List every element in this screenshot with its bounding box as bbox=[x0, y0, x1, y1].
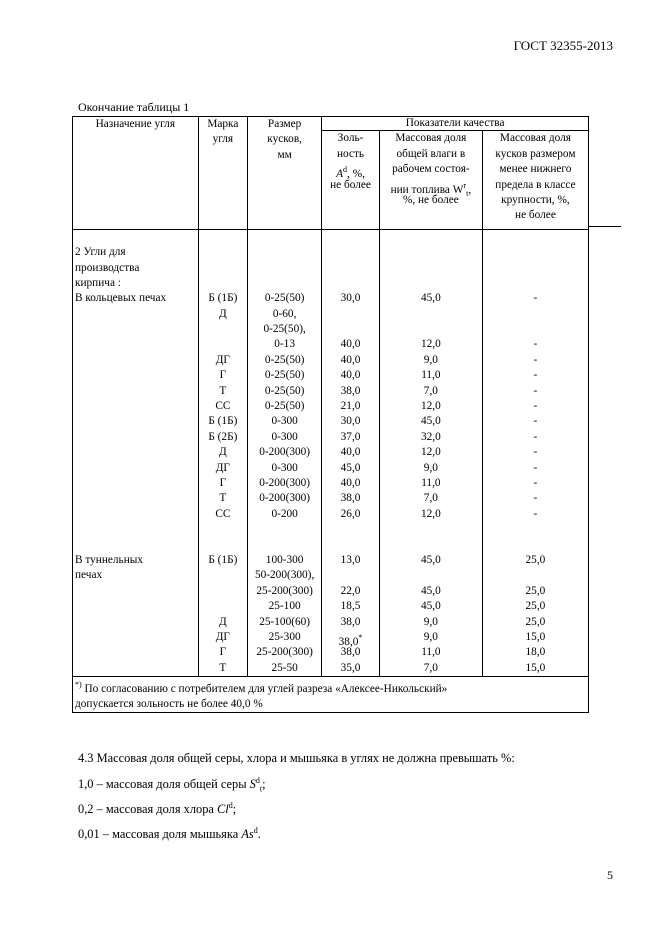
ash-cell: 38,0 bbox=[340, 646, 361, 659]
fines-cell: - bbox=[533, 338, 538, 351]
ash-cell: 13,0 bbox=[340, 553, 361, 566]
fines-cell: - bbox=[533, 400, 538, 413]
moisture-cell: 11,0 bbox=[421, 369, 441, 382]
size-cell: 25-200(300) bbox=[256, 584, 313, 597]
ash-cell: 38,0 bbox=[340, 615, 361, 628]
ash-cell: 26,0 bbox=[340, 507, 361, 520]
moisture-cell: 45,0 bbox=[420, 553, 441, 566]
ash-cell bbox=[324, 322, 377, 337]
moisture-cell: 9,0 bbox=[423, 630, 438, 643]
size-cell: 0-300 bbox=[271, 415, 298, 428]
footnote-row bbox=[73, 677, 589, 713]
size-cell: 0-60, bbox=[272, 307, 297, 320]
moisture-cell bbox=[382, 322, 480, 337]
moisture-cell: 9,0 bbox=[423, 461, 438, 474]
fines-cell: 18,0 bbox=[525, 646, 546, 659]
ash-footnote-mark: * bbox=[358, 632, 363, 642]
fines-cell: - bbox=[533, 477, 538, 489]
grade-cell: Г bbox=[219, 369, 227, 382]
fines-cell: - bbox=[533, 369, 538, 382]
ash-cell: 40,0 bbox=[340, 446, 361, 459]
size-cell: 0-200(300) bbox=[259, 492, 311, 505]
grade-cell bbox=[201, 599, 245, 614]
size-cell: 0-200(300) bbox=[259, 477, 311, 489]
fines-cell: - bbox=[533, 507, 538, 520]
ash-cell: 35,0 bbox=[340, 661, 361, 674]
fines-cell: - bbox=[533, 353, 538, 366]
grade-cell: Д bbox=[218, 307, 227, 320]
col-header-purpose: Назначение угля bbox=[73, 117, 199, 230]
footnote: *) По согласованию с потребителем для углей разреза «Алексее-Никольский» допускается зольность не более 40,0 % bbox=[73, 677, 589, 713]
size-cell: 25-100(60) bbox=[259, 615, 311, 628]
grade-cell bbox=[201, 322, 245, 337]
ash-cell: 40,0 bbox=[340, 353, 361, 366]
size-cell: 100-300 bbox=[265, 553, 304, 566]
size-cell: 25-100 bbox=[268, 600, 301, 613]
ash-cell: 30,0 bbox=[340, 415, 361, 428]
fines-cell: - bbox=[533, 384, 538, 397]
size-cell: 0-25(50) bbox=[264, 400, 305, 413]
grade-cell: ДГ bbox=[215, 461, 230, 474]
grade-cell: Б (1Б) bbox=[208, 292, 238, 305]
grade-cell: Д bbox=[218, 615, 227, 628]
col-header-size: Размер кусков, мм bbox=[248, 117, 322, 230]
fines-cell: 15,0 bbox=[525, 661, 546, 674]
size-column bbox=[248, 229, 322, 676]
moisture-cell: 9,0 bbox=[423, 615, 438, 628]
fines-cell: 25,0 bbox=[525, 600, 546, 613]
grade-cell: Б (1Б) bbox=[208, 415, 238, 428]
grade-cell: Д bbox=[218, 446, 227, 459]
moisture-cell: 12,0 bbox=[420, 338, 441, 351]
fines-cell bbox=[485, 322, 586, 337]
size-cell: 0-300 bbox=[271, 430, 298, 443]
moisture-column bbox=[379, 229, 482, 676]
grade-cell: ДГ bbox=[215, 630, 230, 643]
grade-cell: Б (1Б) bbox=[208, 553, 238, 566]
fines-cell: 25,0 bbox=[525, 553, 546, 566]
size-cell: 50-200(300), bbox=[254, 569, 315, 582]
ash-cell bbox=[324, 568, 377, 583]
moisture-cell bbox=[382, 568, 480, 583]
moisture-cell: 45,0 bbox=[420, 415, 441, 428]
footnote-mark: *) bbox=[75, 680, 82, 690]
chlorine-line: 0,2 – массовая доля хлора Cl$^d$; bbox=[78, 801, 237, 817]
ash-cell: 38,0 bbox=[340, 384, 361, 397]
moisture-cell: 12,0 bbox=[420, 507, 441, 520]
grade-cell: Б (2Б) bbox=[208, 430, 238, 443]
section-title: 2 Угли для bbox=[75, 246, 126, 259]
size-cell: 25-200(300) bbox=[256, 646, 313, 659]
grade-cell: Т bbox=[219, 661, 227, 674]
fines-cell: - bbox=[533, 446, 538, 459]
ash-cell: 21,0 bbox=[340, 400, 361, 413]
ash-cell: 40,0 bbox=[340, 369, 361, 382]
size-cell: 0-13 bbox=[274, 338, 295, 351]
size-cell: 0-25(50) bbox=[264, 292, 305, 305]
moisture-cell: 45,0 bbox=[420, 600, 441, 613]
fines-cell: - bbox=[533, 492, 538, 505]
col-header-grade: Марка угля bbox=[198, 117, 247, 230]
ring-kilns-label: В кольцевых печах bbox=[75, 292, 167, 305]
table-body bbox=[73, 229, 589, 676]
size-cell: 0-200 bbox=[271, 507, 298, 520]
moisture-cell: 45,0 bbox=[420, 584, 441, 597]
size-cell: 0-25(50) bbox=[264, 384, 305, 397]
grade-cell: Т bbox=[219, 492, 227, 505]
grade-cell: СС bbox=[215, 400, 231, 413]
size-cell: 0-25(50) bbox=[264, 369, 305, 382]
header-rule-extension bbox=[589, 226, 621, 227]
moisture-cell: 45,0 bbox=[420, 292, 441, 305]
grade-cell bbox=[201, 584, 245, 599]
size-cell: 0-25(50) bbox=[264, 353, 305, 366]
col-header-ash: Золь- ность $A^d$, %, не более bbox=[322, 131, 380, 229]
fines-cell: 15,0 bbox=[525, 630, 546, 643]
fines-cell: - bbox=[533, 430, 538, 443]
moisture-cell: 7,0 bbox=[423, 492, 438, 505]
purpose-cell: 2 Угли для производства кирпича : В кольцевых печах В туннельных печах bbox=[73, 229, 199, 676]
col-header-moisture: Массовая доля общей влаги в рабочем состоя- нии топлива $W^r_t$, %, не более bbox=[379, 131, 482, 229]
size-cell: 25-50 bbox=[271, 661, 298, 674]
ash-cell: 40,0 bbox=[340, 477, 361, 489]
size-cell: 0-200(300) bbox=[259, 446, 311, 459]
ash-cell: 45,0 bbox=[340, 461, 361, 474]
sulfur-line: 1,0 – массовая доля общей серы $S^d_t$; bbox=[78, 776, 266, 794]
arsenic-line: 0,01 – массовая доля мышьяка As$^d$. bbox=[78, 826, 261, 842]
table-caption: Окончание таблицы 1 bbox=[78, 100, 190, 114]
moisture-cell: 11,0 bbox=[421, 477, 441, 489]
fines-cell bbox=[485, 568, 586, 583]
moisture-cell: 7,0 bbox=[423, 384, 438, 397]
grade-cell: ДГ bbox=[215, 353, 230, 366]
page-number: 5 bbox=[607, 868, 613, 882]
fines-cell: 25,0 bbox=[525, 584, 546, 597]
moisture-cell: 12,0 bbox=[420, 400, 441, 413]
paragraph-4-3: 4.3 Массовая доля общей серы, хлора и мышьяка в углях не должна превышать %: bbox=[78, 751, 515, 765]
ash-cell bbox=[324, 307, 377, 322]
ash-cell: 40,0 bbox=[340, 338, 361, 351]
grade-cell bbox=[201, 337, 245, 352]
fines-column bbox=[482, 229, 588, 676]
moisture-cell: 32,0 bbox=[420, 430, 441, 443]
grade-cell: Т bbox=[219, 384, 227, 397]
tunnel-kilns-label: В туннельных bbox=[75, 553, 143, 566]
moisture-cell: 9,0 bbox=[423, 353, 438, 366]
size-cell: 0-300 bbox=[271, 461, 298, 474]
size-cell: 0-25(50), bbox=[263, 323, 306, 336]
moisture-cell: 11,0 bbox=[421, 646, 441, 659]
grade-cell: Г bbox=[219, 477, 227, 489]
fines-cell: - bbox=[533, 292, 538, 305]
ash-column bbox=[322, 229, 380, 676]
fines-cell bbox=[485, 307, 586, 322]
fines-cell: - bbox=[533, 415, 538, 428]
ash-cell: 38,0 bbox=[340, 492, 361, 505]
moisture-cell bbox=[382, 307, 480, 322]
header-row-1 bbox=[73, 117, 589, 131]
ash-cell: 18,5 bbox=[340, 600, 361, 613]
moisture-cell: 12,0 bbox=[420, 446, 441, 459]
col-header-fines: Массовая доля кусков размером менее нижнего предела в классе крупности, %, не более bbox=[482, 131, 588, 229]
moisture-cell: 7,0 bbox=[423, 661, 438, 674]
size-cell: 25-300 bbox=[268, 630, 301, 643]
ash-cell: 30,0 bbox=[340, 292, 361, 305]
document-header: ГОСТ 32355-2013 bbox=[513, 38, 613, 53]
grade-cell bbox=[201, 568, 245, 583]
ash-cell: 37,0 bbox=[340, 430, 361, 443]
grade-cell: СС bbox=[215, 507, 231, 520]
grade-column bbox=[198, 229, 247, 676]
fines-cell: 25,0 bbox=[525, 615, 546, 628]
ash-cell: 22,0 bbox=[340, 584, 361, 597]
grade-cell: Г bbox=[219, 646, 227, 659]
fines-cell: - bbox=[533, 461, 538, 474]
col-header-quality: Показатели качества bbox=[322, 117, 589, 131]
ash-cell: 38,0* bbox=[338, 632, 363, 648]
coal-quality-table bbox=[72, 116, 589, 713]
